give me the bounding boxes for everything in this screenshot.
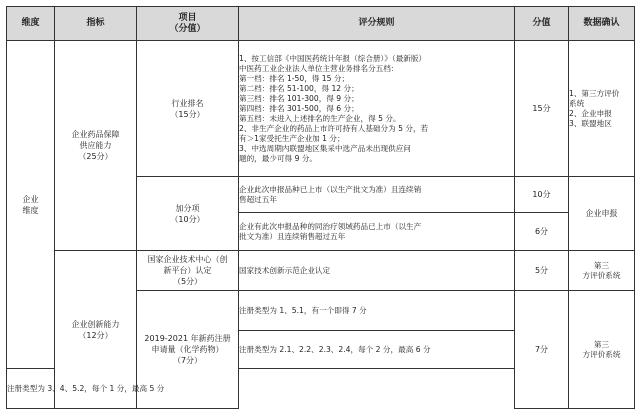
dimension-line2: 维度 — [22, 205, 39, 215]
indicator-supply-line3: （25分） — [78, 152, 113, 161]
confirm-line: 系统 — [569, 98, 585, 108]
item-bonus-line1: 加分项 — [175, 203, 200, 213]
item-tech-center-line1: 国家企业技术中心（创 — [147, 255, 228, 264]
rule-line: 题的，最少可得 9 分。 — [239, 153, 318, 163]
rule-line: 注册类型为 3、4、5.2，每个 1 分，最高 5 分 — [7, 383, 165, 393]
header-row — [7, 7, 635, 41]
dimension-line1: 企业 — [22, 194, 39, 204]
header-rules: 评分规则 — [239, 7, 515, 41]
header-confirm: 数据确认 — [569, 7, 635, 41]
scoring-table — [6, 6, 635, 409]
confirm-ranking-cell — [569, 41, 635, 177]
rule-line: 企业有此次申报品种的同治疗领域药品已上市（以生产 — [239, 221, 422, 231]
item-new-drug-line2: 申请量（化学药物） — [151, 345, 224, 354]
header-item — [137, 7, 239, 41]
header-indicator: 指标 — [55, 7, 137, 41]
item-new-drug-line3: （7分） — [172, 356, 203, 365]
indicator-innovation-line2: （12分） — [78, 330, 113, 340]
rule-line: 注册类型为 1、5.1，有一个即得 7 分 — [239, 305, 367, 315]
rule-new-drug-3-cell — [7, 369, 165, 409]
header-item-line1: 项目 — [178, 12, 197, 23]
item-new-drug-line1: 2019-2021 年新药注册 — [144, 334, 231, 343]
header-score: 分值 — [515, 7, 569, 41]
rule-bonus-2-cell — [239, 213, 515, 251]
indicator-supply-line1: 企业药品保障 — [71, 130, 120, 139]
rule-line: 国家技术创新示范企业认定 — [239, 265, 331, 275]
indicator-innovation-line1: 企业创新能力 — [71, 319, 120, 329]
confirm-line: 第三 — [593, 339, 610, 349]
rule-line: 第三档：排名 101-300，得 9 分； — [239, 93, 359, 103]
item-ranking-line1: 行业排名 — [171, 98, 204, 108]
rule-tech-center-cell — [239, 251, 515, 291]
confirm-line: 第三 — [593, 260, 610, 270]
score-tech-center: 5分 — [515, 251, 569, 291]
indicator-supply-cell — [55, 41, 137, 251]
item-ranking-cell — [137, 41, 239, 177]
header-item-line2: （分值） — [169, 23, 206, 34]
item-tech-center-line2: 新平台）认定 — [163, 266, 212, 275]
item-bonus-line2: （10分） — [170, 214, 205, 224]
rule-line: 1、按工信部《中国医药统计年报（综合册）》（最新版） — [239, 53, 427, 63]
rule-new-drug-1-cell — [239, 291, 515, 331]
confirm-line: 方评价系统 — [582, 270, 621, 280]
rule-new-drug-2-cell — [239, 331, 515, 369]
confirm-tech-center-cell — [569, 251, 635, 291]
confirm-line: 方评价系统 — [582, 349, 621, 359]
item-bonus-cell — [137, 177, 239, 251]
confirm-line: 3、联盟地区 — [569, 118, 612, 128]
rule-line: 第四档：排名 301-500，得 6 分； — [239, 103, 359, 113]
rule-line: 企业此次申报品种已上市（以生产批文为准）且连续销 — [239, 184, 422, 194]
item-tech-center-line3: （5分） — [172, 277, 203, 286]
confirm-line: 1、第三方评价 — [569, 88, 620, 98]
rule-line: 第二档：排名 51-100，得 12 分； — [239, 83, 359, 93]
rule-line: 有＞1家受托生产企业加 1 分； — [239, 133, 345, 143]
rule-bonus-1-cell — [239, 177, 515, 213]
dimension-cell — [7, 41, 55, 369]
indicator-supply-line2: 供应能力 — [79, 141, 112, 150]
rule-line: 第五档：未进入上述排名的生产企业，得 5 分。 — [239, 113, 401, 123]
rule-ranking-cell — [239, 41, 515, 177]
item-tech-center-cell — [137, 251, 239, 291]
rule-line: 批文为准）且连续销售超过五年 — [239, 231, 346, 241]
rule-line: 中医药工业企业法人单位主营业务排名分五档： — [239, 63, 399, 73]
table-row-ranking — [7, 41, 635, 177]
rule-line: 注册类型为 2.1、2.2、2.3、2.4，每个 2 分，最高 6 分 — [239, 344, 431, 354]
header-dimension: 维度 — [7, 7, 55, 41]
confirm-line: 2、企业申报 — [569, 108, 612, 118]
confirm-new-drug-cell — [569, 291, 635, 409]
score-bonus-1: 10分 — [515, 177, 569, 213]
score-ranking: 15分 — [515, 41, 569, 177]
score-new-drug: 7分 — [515, 291, 569, 409]
table-row-tech-center — [7, 251, 635, 291]
confirm-bonus: 企业申报 — [569, 177, 635, 251]
rule-line: 3、中选周期内联盟地区集采中选产品未出现供应问 — [239, 143, 411, 153]
score-bonus-2: 6分 — [515, 213, 569, 251]
rule-line: 2、非生产企业的药品上市许可持有人基础分为 5 分，若 — [239, 123, 429, 133]
rule-line: 第一档：排名 1-50，得 15 分； — [239, 73, 350, 83]
rule-line: 售超过五年 — [239, 194, 277, 204]
item-ranking-line2: （15分） — [170, 109, 205, 119]
